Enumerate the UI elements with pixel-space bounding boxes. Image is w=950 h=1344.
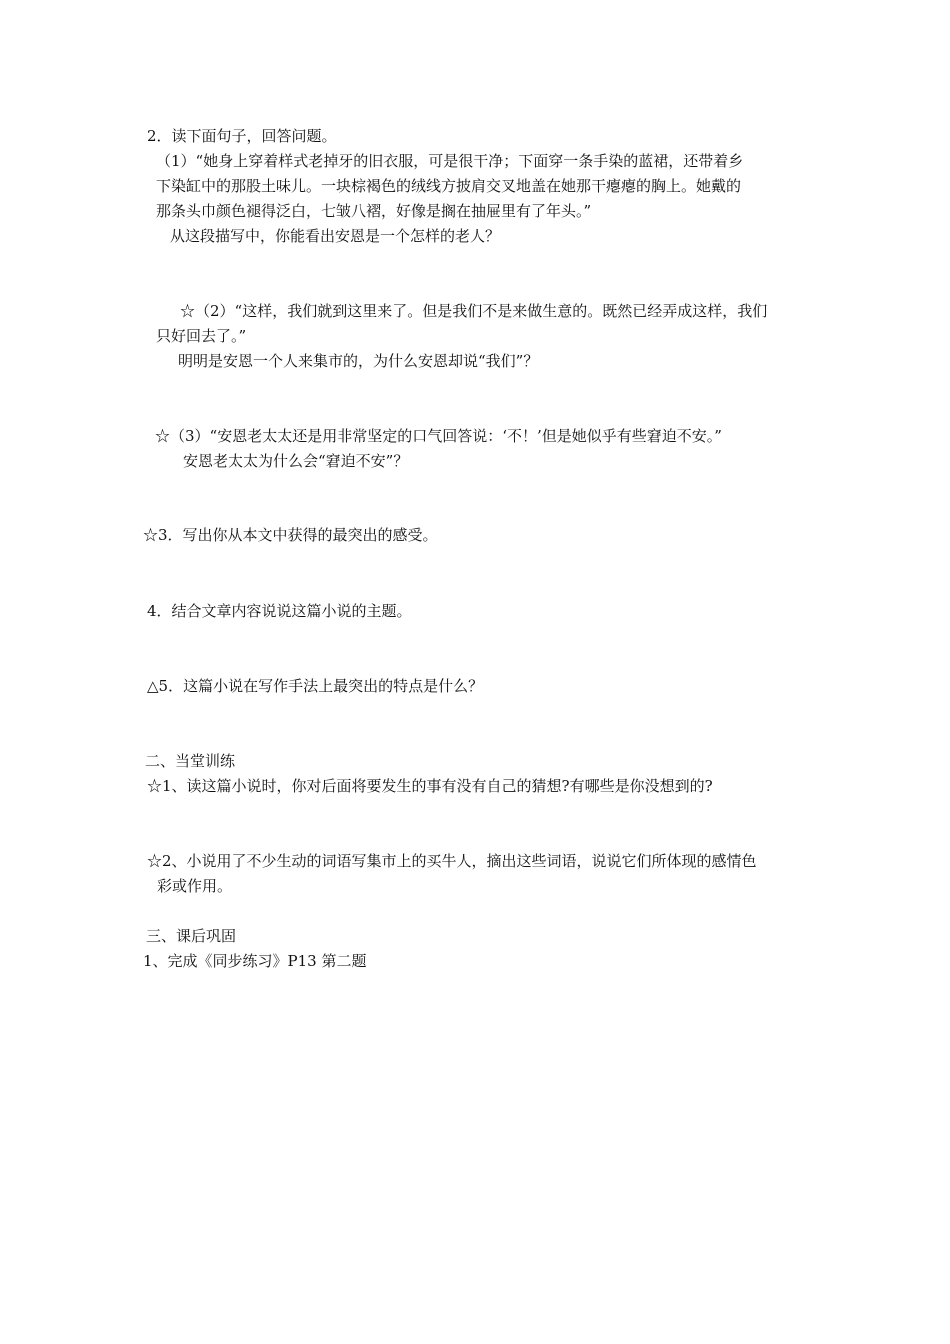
question-2-2-quote-line-2: 只好回去了。” <box>156 327 247 345</box>
question-5: △5．这篇小说在写作手法上最突出的特点是什么？ <box>147 677 484 695</box>
question-2-1-quote-line-3: 那条头巾颜色褪得泛白，七皱八褶，好像是搁在抽屉里有了年头。” <box>156 202 592 220</box>
question-2-title: 2．读下面句子，回答问题。 <box>147 127 337 145</box>
question-2-1-quote-line-1: （1）“她身上穿着样式老掉牙的旧衣服，可是很干净；下面穿一条手染的蓝裙，还带着乡 <box>156 152 744 170</box>
section-2-item-1: ☆1、读这篇小说时，你对后面将要发生的事有没有自己的猜想?有哪些是你没想到的? <box>147 777 713 795</box>
question-3: ☆3．写出你从本文中获得的最突出的感受。 <box>143 526 438 544</box>
question-2-1-prompt: 从这段描写中，你能看出安恩是一个怎样的老人？ <box>170 227 501 245</box>
question-2-3-quote-line-1: ☆（3）“安恩老太太还是用非常坚定的口气回答说：‘不！’但是她似乎有些窘迫不安。” <box>155 427 722 445</box>
question-2-2-prompt: 明明是安恩一个人来集市的，为什么安恩却说“我们”？ <box>178 352 539 370</box>
question-2-3-prompt: 安恩老太太为什么会“窘迫不安”？ <box>183 452 409 470</box>
section-2-item-2-line-1: ☆2、小说用了不少生动的词语写集市上的买牛人，摘出这些词语，说说它们所体现的感情色 <box>147 852 757 870</box>
question-4: 4．结合文章内容说说这篇小说的主题。 <box>147 602 412 620</box>
question-2-1-quote-line-2: 下染缸中的那股土味儿。一块棕褐色的绒线方披肩交叉地盖在她那干瘪瘪的胸上。她戴的 <box>156 177 742 195</box>
question-2-2-quote-line-1: ☆（2）“这样，我们就到这里来了。但是我们不是来做生意的。既然已经弄成这样，我们 <box>180 302 768 320</box>
section-2-item-2-line-2: 彩或作用。 <box>157 877 233 895</box>
section-2-heading: 二、当堂训练 <box>145 752 236 770</box>
section-3-heading: 三、课后巩固 <box>146 927 237 945</box>
section-3-item-1: 1、完成《同步练习》P13 第二题 <box>143 952 367 970</box>
